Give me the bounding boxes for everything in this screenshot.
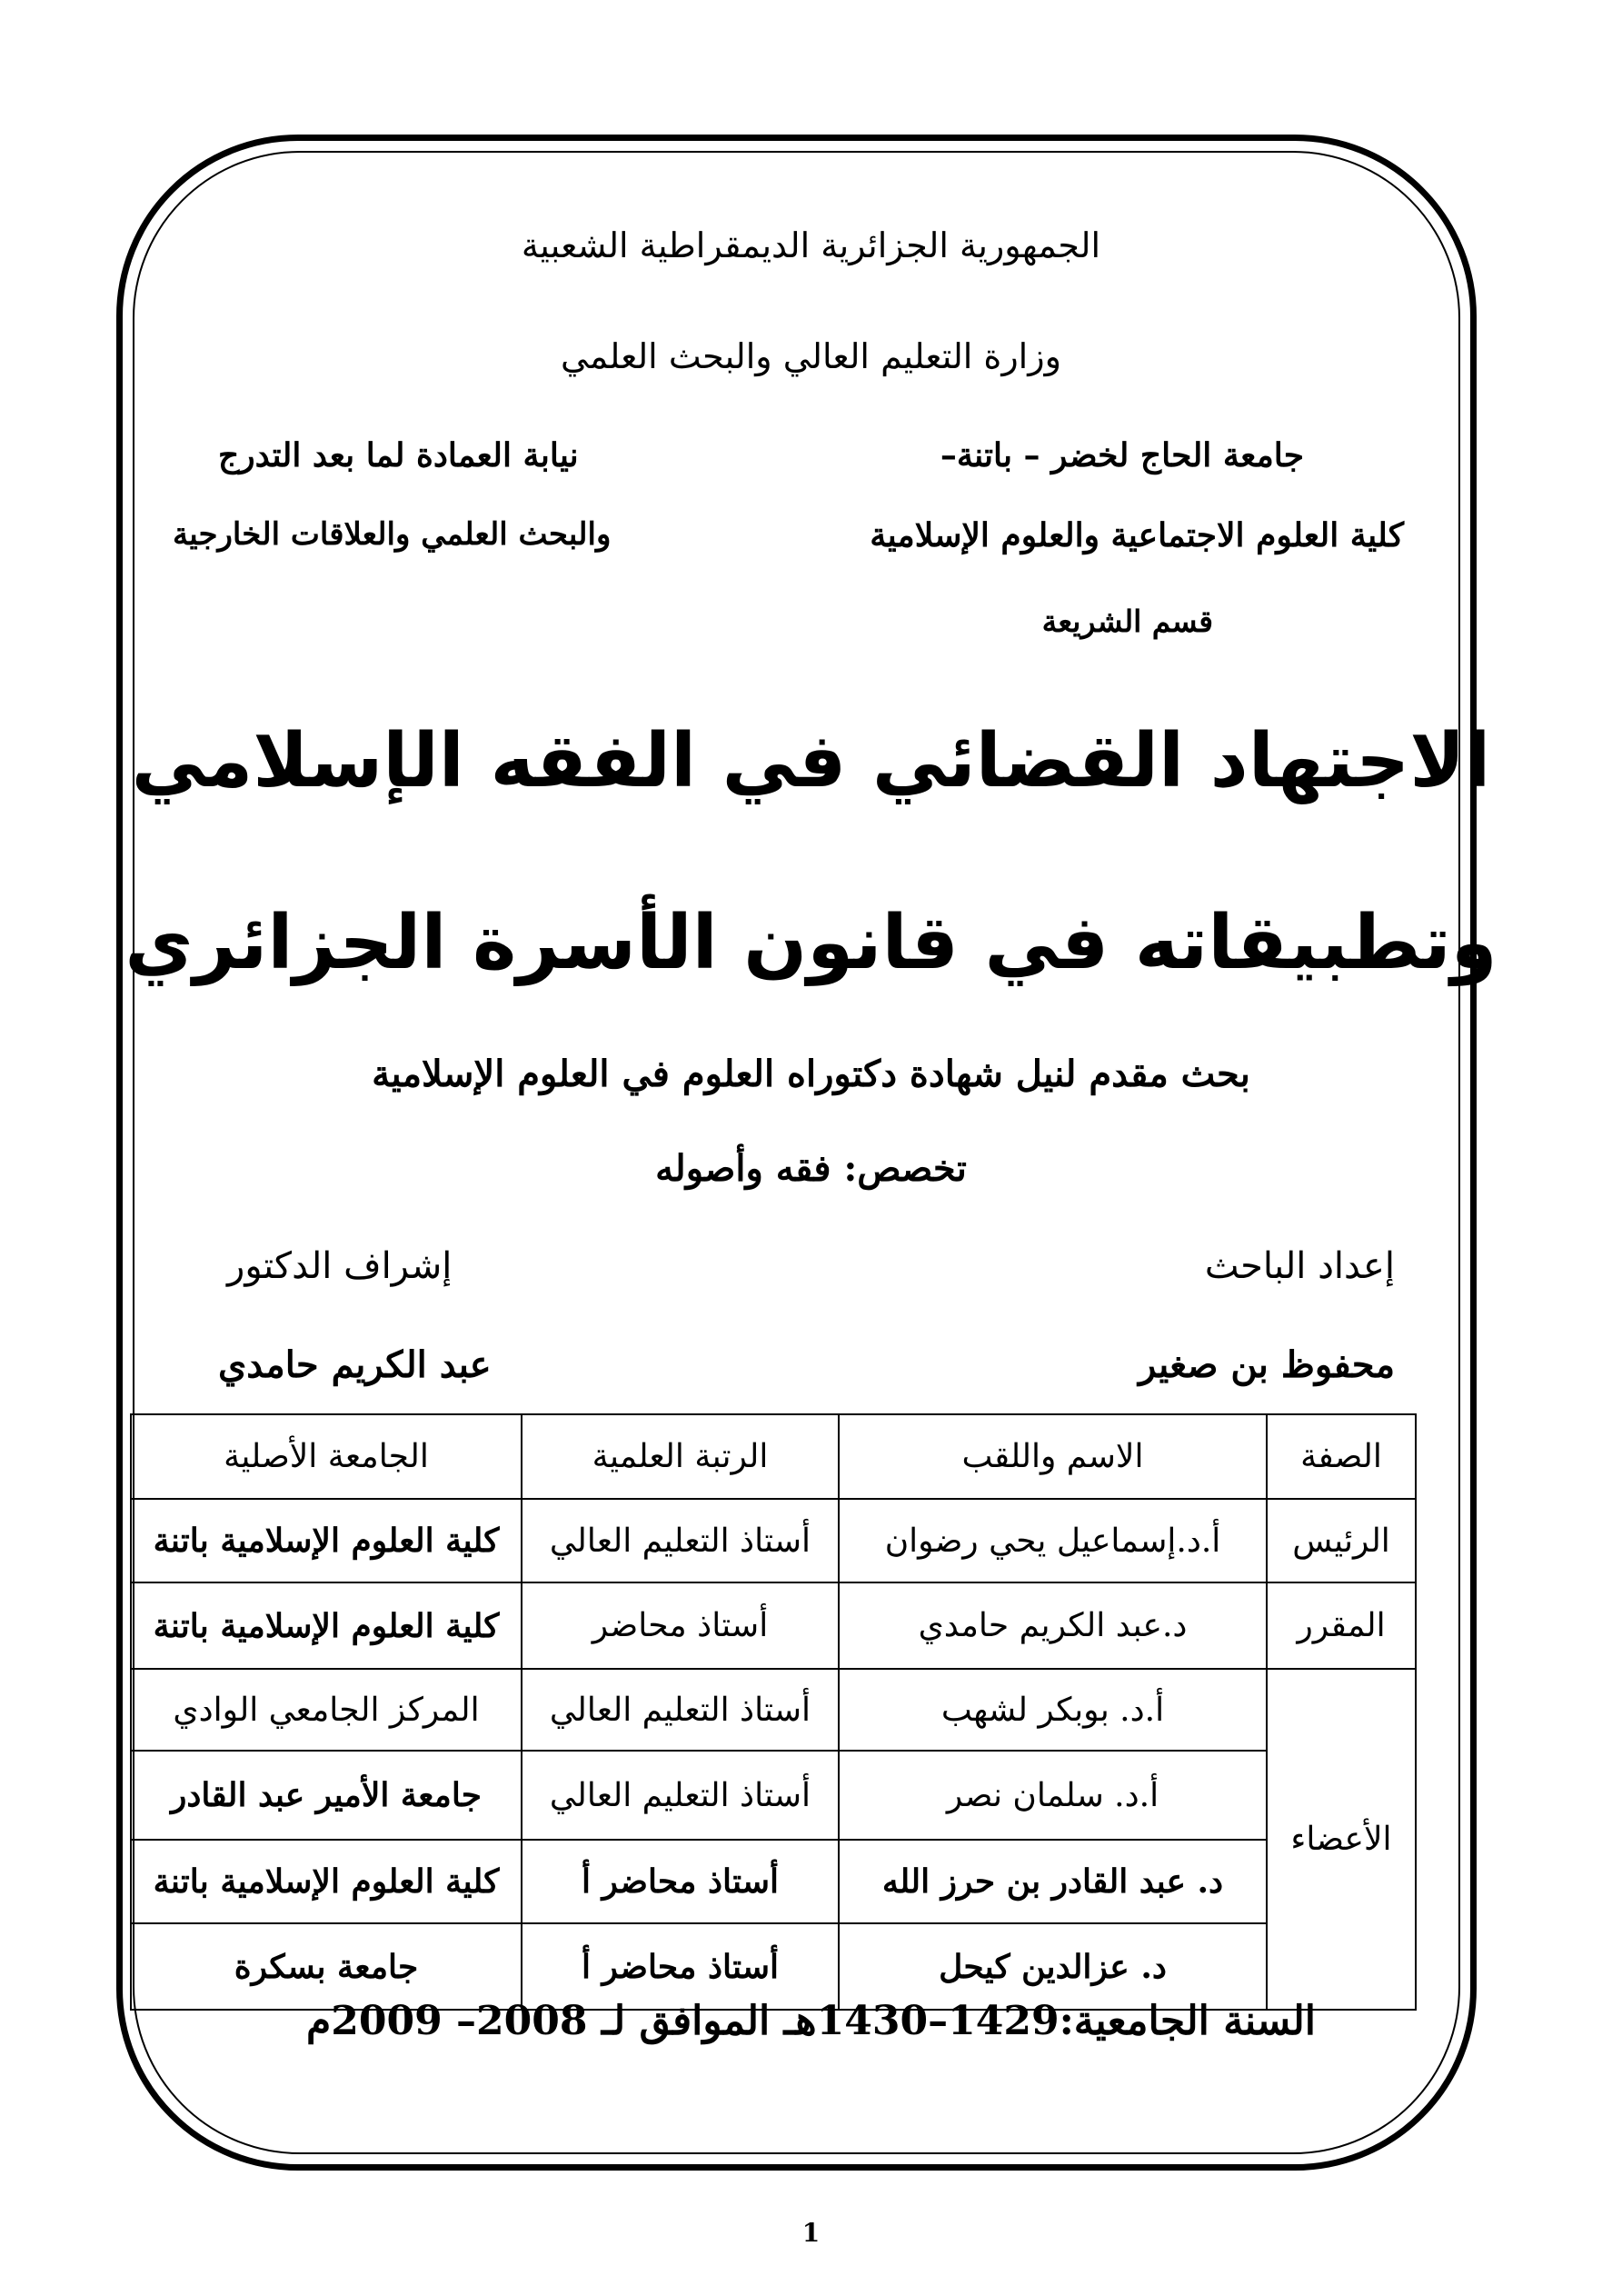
research-relations: والبحث العلمي والعلاقات الخارجية [173,516,612,553]
cell-role: الرئيس [1267,1499,1416,1582]
header-name: الاسم واللقب [839,1414,1267,1499]
deanship-name: نيابة العمادة لما بعد التدرج [218,436,579,474]
cell-rank: أستاذ التعليم العالي [522,1669,839,1751]
table-row [131,1669,1416,1751]
faculty-name: كلية العلوم الاجتماعية والعلوم الإسلامية [870,516,1404,554]
page-number: 1 [801,2218,821,2248]
cell-rank: أستاذ التعليم العالي [522,1751,839,1840]
table-row [131,1840,1416,1923]
supervisor-name: عبد الكريم حامدي [218,1343,492,1386]
cell-university: المركز الجامعي الوادي [131,1669,522,1751]
cell-university: كلية العلوم الإسلامية باتنة [131,1582,522,1669]
cell-university: جامعة بسكرة [131,1923,522,2010]
cell-university: كلية العلوم الإسلامية باتنة [131,1840,522,1923]
cell-name: أ.د. بوبكر لشهب [839,1669,1267,1751]
cell-name: أ.د.إسماعيل يحي رضوان [839,1499,1267,1582]
cell-university: كلية العلوم الإسلامية باتنة [131,1499,522,1582]
cell-rank: أستاذ محاضر [522,1582,839,1669]
cell-rank: أستاذ محاضر أ [522,1923,839,2010]
thesis-subtitle: بحث مقدم لنيل شهادة دكتوراه العلوم في العلوم الإسلامية [372,1053,1250,1095]
table-row [131,1923,1416,2010]
ministry-name: وزارة التعليم العالي والبحث العلمي [561,336,1061,376]
table-row [131,1751,1416,1840]
thesis-title-line2: وتطبيقاته في قانون الأسرة الجزائري [124,900,1498,986]
cell-role-members: الأعضاء [1267,1669,1416,2010]
academic-year: السنة الجامعية:1429–1430هـ الموافق لـ 2008– 2009م [306,1998,1316,2044]
department-name: قسم الشريعة [1041,604,1213,639]
cell-name: د. عبد القادر بن حرز الله [839,1840,1267,1923]
cell-role: المقرر [1267,1582,1416,1669]
cell-university: جامعة الأمير عبد القادر [131,1751,522,1840]
supervisor-label: إشراف الدكتور [227,1245,453,1287]
table-row [131,1499,1416,1582]
cell-rank: أستاذ التعليم العالي [522,1499,839,1582]
prepared-by-label: إعداد الباحث [1204,1245,1395,1287]
cell-name: د.عبد الكريم حامدي [839,1582,1267,1669]
jury-table [130,1413,1417,2011]
researcher-name: محفوظ بن صغير [1139,1343,1395,1386]
cell-rank: أستاذ محاضر أ [522,1840,839,1923]
table-row [131,1582,1416,1669]
table-header-row [131,1414,1416,1499]
republic-name: الجمهورية الجزائرية الديمقراطية الشعبية [521,225,1101,265]
university-name: جامعة الحاج لخضر – باتنة– [940,436,1304,474]
header-university: الجامعة الأصلية [131,1414,522,1499]
thesis-title-line1: الاجتهاد القضائي في الفقه الإسلامي [131,718,1491,804]
cell-name: أ.د. سلمان نصر [839,1751,1267,1840]
header-role: الصفة [1267,1414,1416,1499]
header-rank: الرتبة العلمية [522,1414,839,1499]
specialization: تخصص: فقه وأصوله [655,1147,967,1190]
cell-name: د. عزالدين كيحل [839,1923,1267,2010]
